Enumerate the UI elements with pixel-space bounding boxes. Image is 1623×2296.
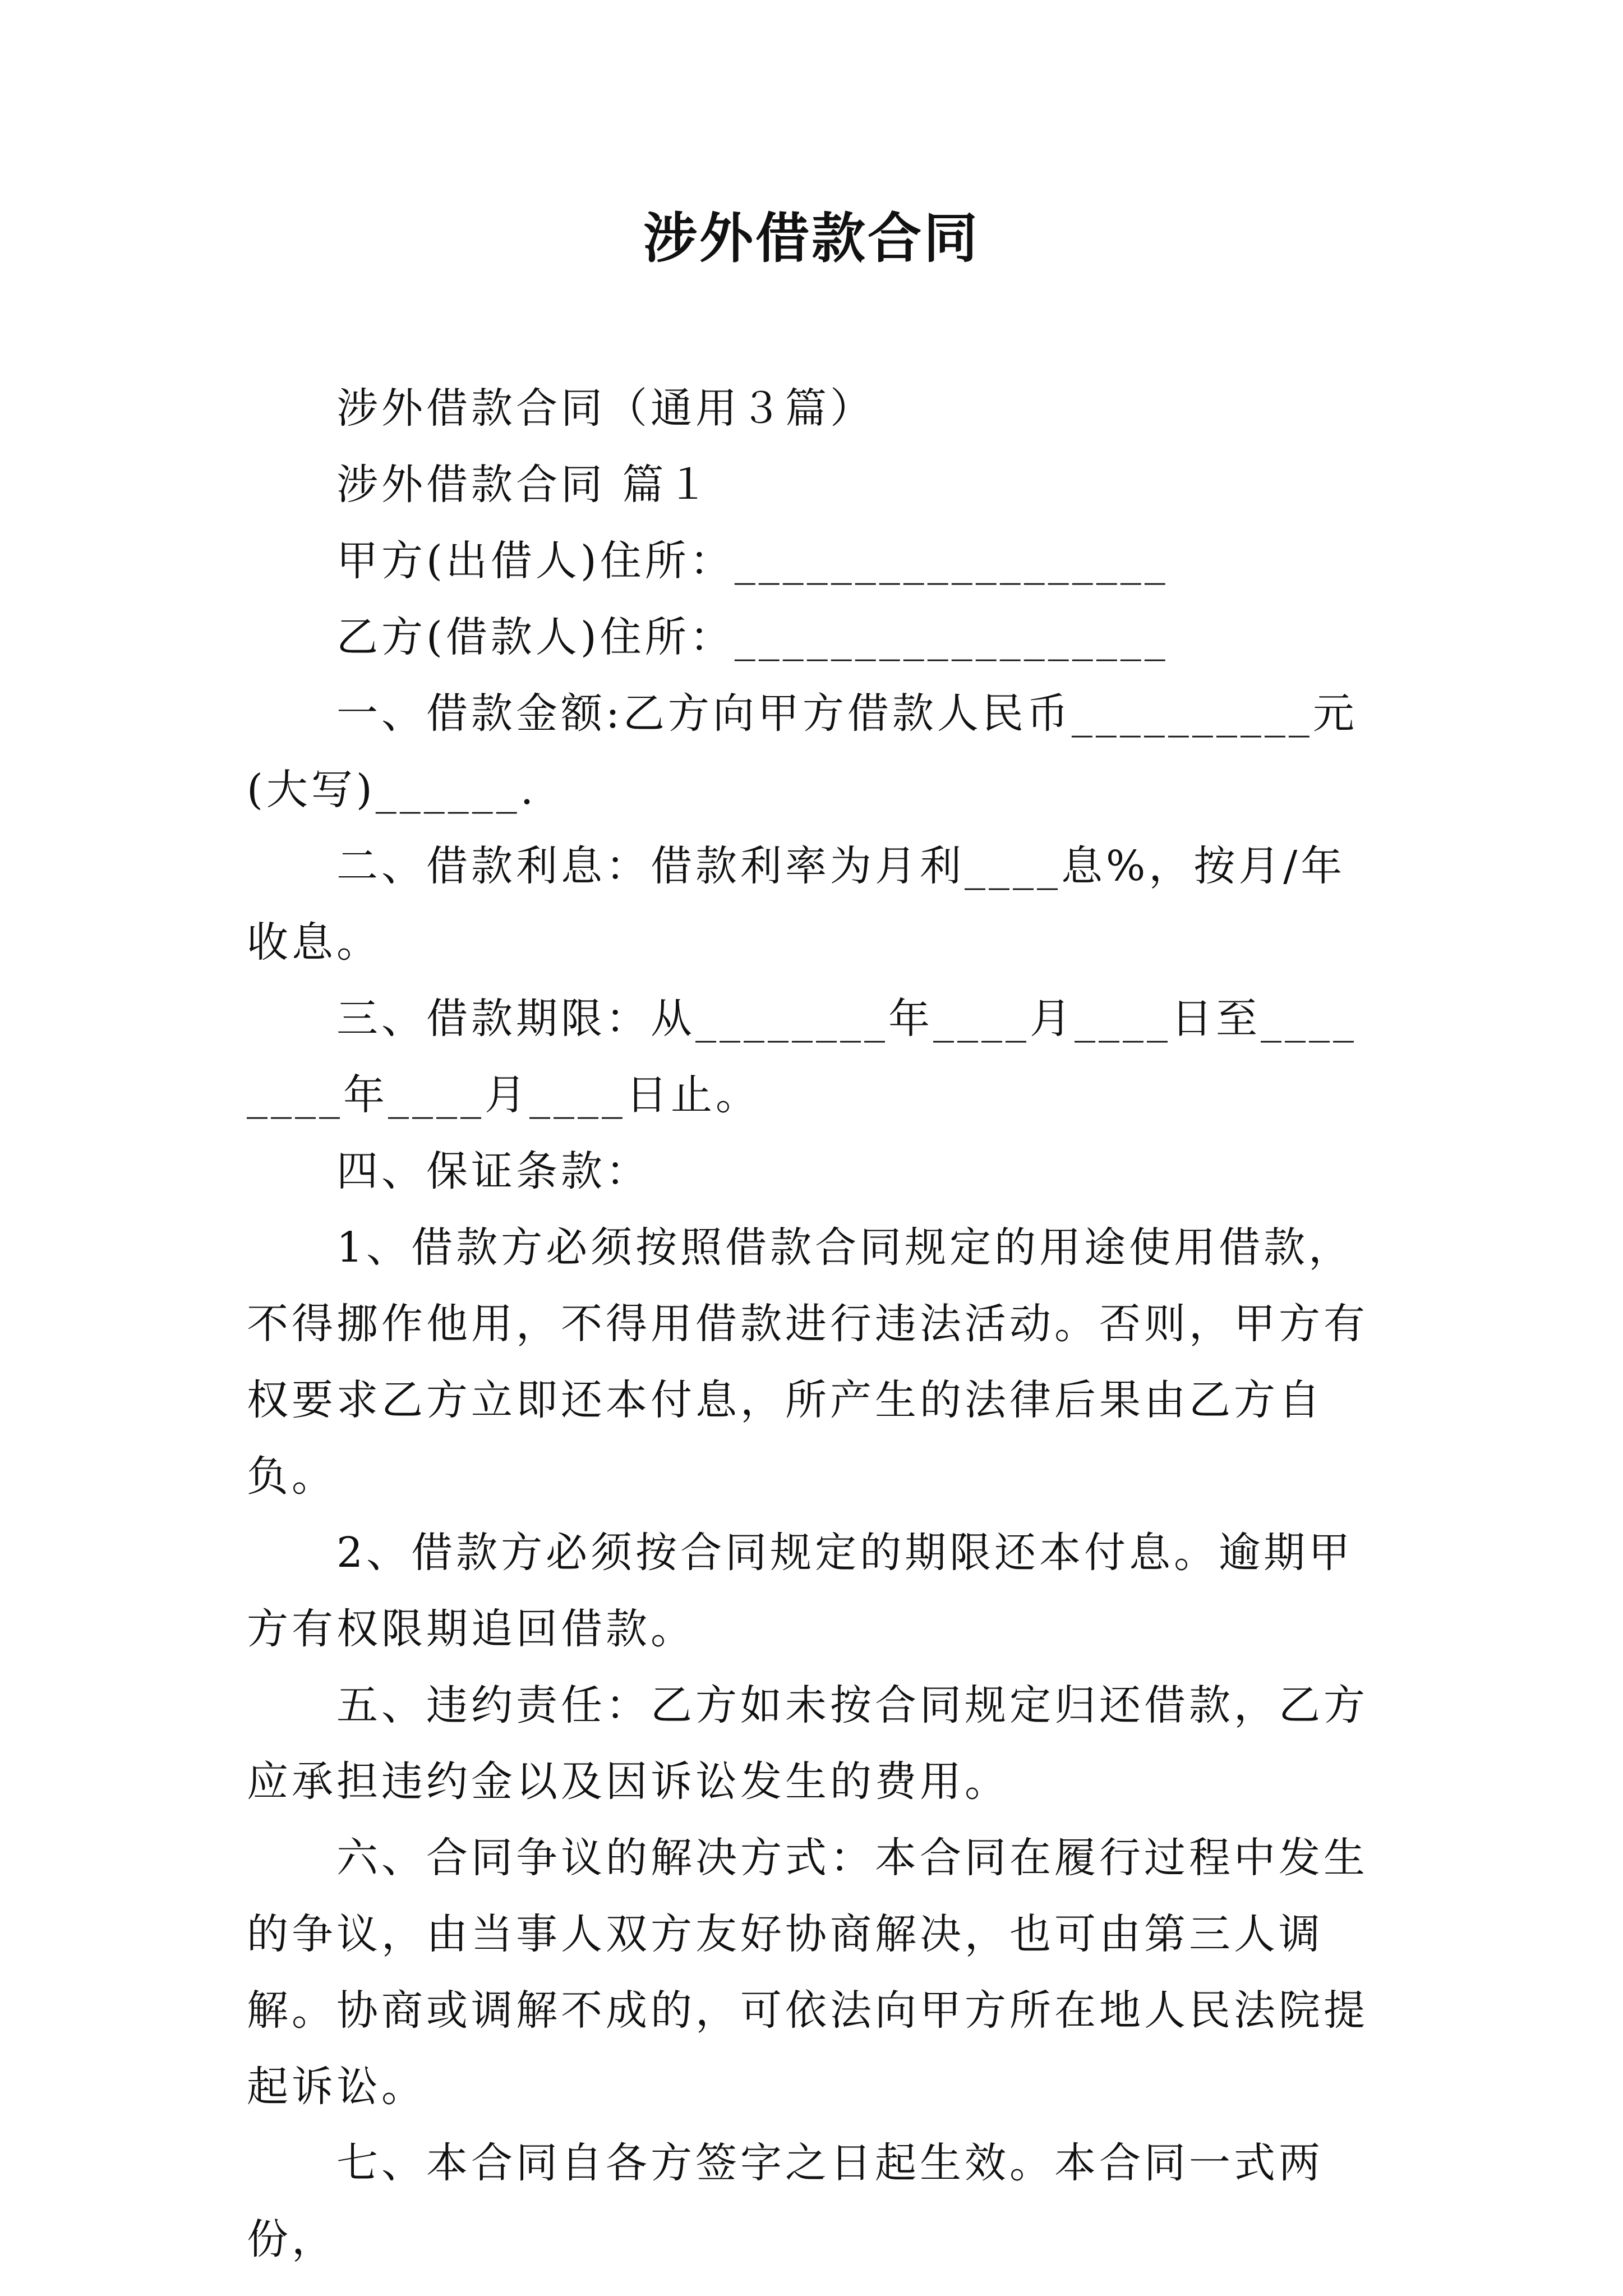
document-title: 涉外借款合同: [643, 207, 980, 270]
document-body: [247, 370, 1380, 2277]
paragraph-effectiveness: 七、本合同自各方签字之日起生效。本合同一式两份，: [247, 2139, 1324, 2263]
paragraph-loan-interest: 二、借款利息：借款利率为月利____息%，按月/年收息。: [247, 842, 1346, 967]
paragraph-guarantee-clause-2: 2、借款方必须按合同规定的期限还本付息。逾期甲方有权限期追回借款。: [247, 1529, 1354, 1653]
paragraph-section-heading: 涉外借款合同 篇１: [336, 461, 712, 509]
paragraph-dispute-resolution: 六、合同争议的解决方式：本合同在履行过程中发生的争议，由当事人双方友好协商解决，也可由第三人调解。协商或调解不成的，可依法向甲方所在地人民法院提起诉讼。: [247, 1834, 1368, 2111]
paragraph-guarantee-heading: 四、保证条款：: [336, 1147, 651, 1195]
paragraph-loan-amount: 一、借款金额:乙方向甲方借款人民币__________元(大写)______.: [247, 689, 1358, 814]
paragraph-borrower-address: 乙方(借款人)住所：__________________: [336, 613, 1169, 661]
paragraph-loan-term: 三、借款期限：从________年____月____日至________年____月____日止。: [247, 995, 1357, 1119]
paragraph-lender-address: 甲方(出借人)住所：__________________: [336, 537, 1169, 585]
paragraph-guarantee-clause-1: 1、借款方必须按照借款合同规定的用途使用借款，不得挪作他用，不得用借款进行违法活动。否则，甲方有权要求乙方立即还本付息，所产生的法律后果由乙方自负。: [247, 1223, 1368, 1501]
paragraph-breach-liability: 五、违约责任：乙方如未按合同规定归还借款，乙方应承担违约金以及因诉讼发生的费用。: [247, 1681, 1368, 1806]
paragraph-subtitle: 涉外借款合同（通用３篇）: [336, 384, 875, 432]
